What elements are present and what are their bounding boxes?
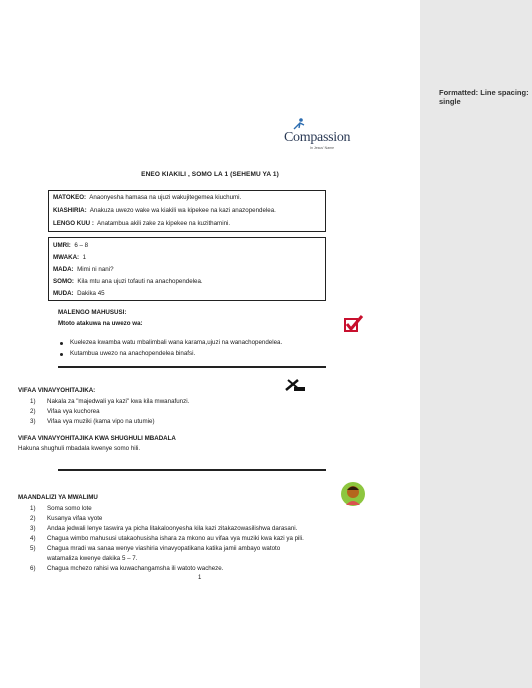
prep-item-continuation: watamaliza kwenye dakika 5 – 7.	[47, 555, 138, 562]
logo-tagline: In Jesus' Name	[310, 146, 335, 150]
prep-item: Chagua mradi wa sanaa wenye viashiria vinavyopatikana katika jamii ambayo watoto	[47, 545, 281, 552]
age-value: 6 – 8	[74, 242, 89, 249]
objective-item: Kutambua uwezo na anachopendelea binafsi.	[70, 350, 196, 357]
outcome-label: MATOKEO:	[53, 194, 87, 201]
section-divider	[58, 469, 326, 471]
topic-row	[53, 266, 114, 273]
lesson-value: Kila mtu ana ujuzi tofauti na anachopendelea.	[77, 278, 203, 285]
indicator-label: KIASHIRIA:	[53, 207, 87, 214]
list-number: 3)	[30, 525, 36, 532]
formatting-comment[interactable]: Formatted: Line spacing: single	[439, 88, 529, 106]
duration-value: Dakika 45	[77, 290, 105, 297]
alternative-materials-title: VIFAA VINAVYOHITAJIKA KWA SHUGHULI MBADALA	[18, 435, 176, 442]
bullet-dot	[60, 353, 63, 356]
duration-row	[53, 290, 105, 297]
materials-item: Vifaa vya kuchorea	[47, 408, 100, 415]
lesson-row	[53, 278, 203, 285]
materials-title: VIFAA VINAVYOHITAJIKA:	[18, 387, 96, 394]
topic-label: MADA:	[53, 266, 74, 273]
teacher-avatar-icon	[340, 481, 366, 507]
bullet-dot	[60, 342, 63, 345]
outcome-text: Anaonyesha hamasa na ujuzi wakujitegemea kiuchumi.	[89, 194, 242, 201]
outcomes-box	[48, 190, 326, 232]
list-number: 1)	[30, 505, 36, 512]
year-value: 1	[82, 254, 87, 261]
pencil-tools-icon	[284, 377, 306, 393]
lesson-info-box	[48, 237, 326, 301]
materials-item: Nakala za "majedwali ya kazi" kwa kila mwanafunzi.	[47, 398, 190, 405]
objectives-subtitle: Mtoto atakuwa na uwezo wa:	[58, 320, 143, 327]
teacher-prep-title: MAANDALIZI YA MWALIMU	[18, 494, 98, 501]
list-number: 5)	[30, 545, 36, 552]
list-number: 2)	[30, 515, 36, 522]
prep-item: Chagua mchezo rahisi wa kuwachangamsha ili watoto wacheze.	[47, 565, 224, 572]
prep-item: Andaa jedwali lenye taswira ya picha litakaloonyesha kila kazi zitakazowasilishwa darasani.	[47, 525, 298, 532]
list-number: 6)	[30, 565, 36, 572]
lesson-label: SOMO:	[53, 278, 74, 285]
list-number: 1)	[30, 398, 36, 405]
year-label: MWAKA:	[53, 254, 80, 261]
list-number: 3)	[30, 418, 36, 425]
checkbox-tick-icon	[344, 314, 364, 334]
main-goal-text: Anatambua akili zake za kipekee na kuzithamini.	[97, 220, 231, 227]
prep-item: Chagua wimbo mahususi utakaohusisha ishara za mkono au vifaa vya muziki kwa kazi ya pili.	[47, 535, 304, 542]
outcome-row	[53, 194, 241, 201]
compassion-logo	[282, 118, 354, 152]
main-goal-row	[53, 220, 230, 227]
objectives-title: MALENGO MAHUSUSI:	[58, 309, 127, 316]
logo-wordmark: Compassion	[284, 130, 351, 145]
prep-item: Kusanya vifaa vyote	[47, 515, 103, 522]
page-number: 1	[198, 575, 202, 581]
lesson-title: ENEO KIAKILI , SOMO LA 1 (SEHEMU YA 1)	[141, 171, 279, 178]
age-label: UMRI:	[53, 242, 71, 249]
list-number: 4)	[30, 535, 36, 542]
year-row	[53, 254, 86, 261]
section-divider	[58, 366, 326, 368]
topic-value: Mimi ni nani?	[77, 266, 114, 273]
alternative-materials-text: Hakuna shughuli mbadala kwenye somo hili.	[18, 445, 141, 452]
prep-item: Soma somo lote	[47, 505, 92, 512]
list-number: 2)	[30, 408, 36, 415]
indicator-row	[53, 207, 276, 214]
main-goal-label: LENGO KUU :	[53, 220, 94, 227]
materials-item: Vifaa vya muziki (kama vipo na utumie)	[47, 418, 155, 425]
age-row	[53, 242, 88, 249]
duration-label: MUDA:	[53, 290, 74, 297]
indicator-text: Anakuza uwezo wake wa kiakili wa kipekee na kazi anazopendelea.	[89, 207, 276, 214]
objective-item: Kuelezea kwamba watu mbalimbali wana karama,ujuzi na wanachopendelea.	[70, 339, 283, 346]
